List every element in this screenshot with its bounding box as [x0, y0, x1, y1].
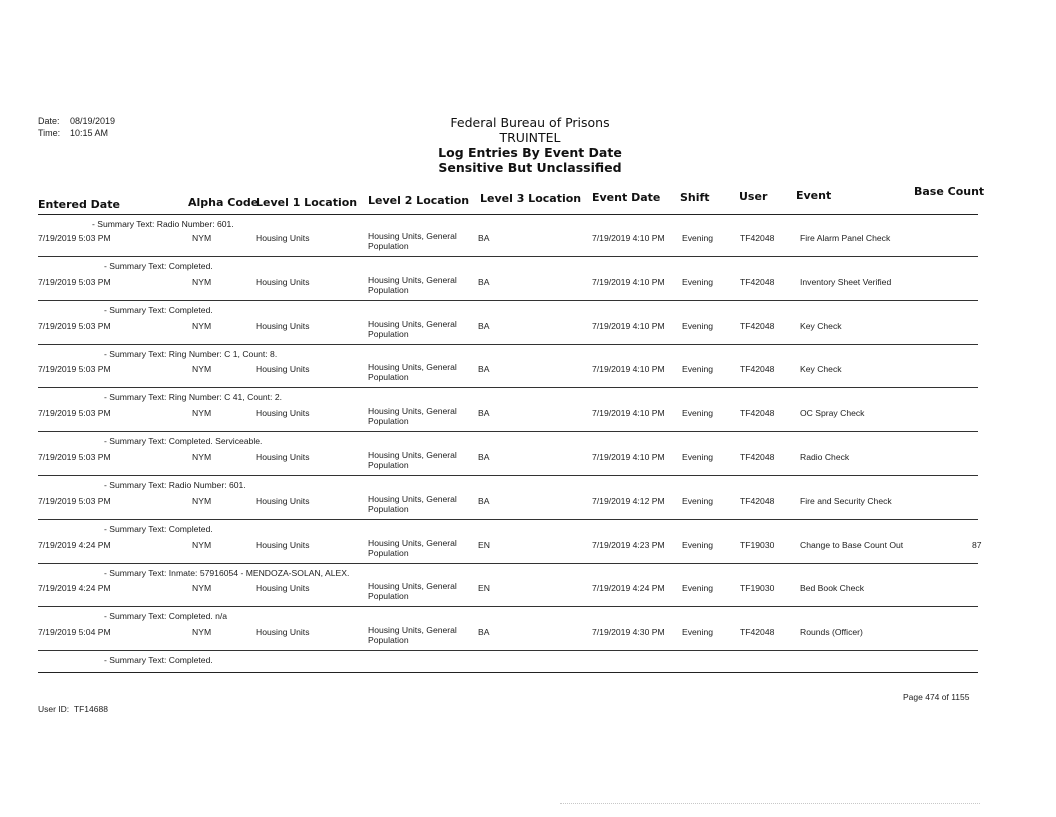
alpha-code-cell: NYM	[192, 583, 212, 594]
column-header-row	[0, 185, 1056, 212]
entered-date-cell: 7/19/2019 5:03 PM	[38, 495, 111, 506]
shift-cell: Evening	[682, 627, 714, 638]
event-cell: Change to Base Count Out	[800, 539, 904, 550]
col-shift: Shift	[680, 191, 710, 204]
system-name: TRUINTEL	[499, 130, 561, 145]
entered-date-cell: 7/19/2019 5:03 PM	[38, 320, 111, 331]
level2-cell: Housing Units, General Population	[368, 450, 457, 470]
level2-cell: Housing Units, General Population	[368, 581, 457, 602]
alpha-code-cell: NYM	[192, 364, 212, 375]
entered-date-cell: 7/19/2019 4:24 PM	[38, 583, 111, 594]
level1-cell: Housing Units	[256, 627, 310, 638]
shift-cell: Evening	[682, 320, 714, 331]
alpha-code-cell: NYM	[192, 539, 212, 550]
event-cell: Fire and Security Check	[800, 495, 892, 506]
report-date: Date: 08/19/2019	[38, 116, 116, 126]
user-cell: TF42048	[740, 408, 775, 419]
report-time-value: 10:15 AM	[70, 128, 109, 138]
event-cell: OC Spray Check	[800, 408, 865, 419]
level3-cell: BA	[478, 276, 490, 287]
user-cell: TF19030	[740, 539, 775, 550]
col-event: Event	[796, 189, 832, 202]
event-date-cell: 7/19/2019 4:23 PM	[592, 539, 665, 550]
level1-cell: Housing Units	[256, 495, 310, 506]
shift-cell: Evening	[682, 495, 714, 506]
entered-date-cell: 7/19/2019 5:03 PM	[38, 233, 111, 243]
col-level2: Level 2 Location	[368, 194, 470, 207]
user-cell: TF19030	[740, 583, 775, 594]
event-cell: Radio Check	[800, 452, 850, 462]
level3-cell: BA	[478, 233, 490, 243]
first-summary-text: - Summary Text: Radio Number: 601.	[92, 219, 234, 229]
row-divider	[38, 650, 978, 651]
level1-cell: Housing Units	[256, 583, 310, 594]
col-event-date: Event Date	[592, 191, 661, 204]
alpha-code-cell: NYM	[192, 627, 212, 638]
level2-cell: Housing Units, General Population	[368, 274, 457, 295]
level2-cell: Housing Units, General Population	[368, 231, 457, 251]
level3-cell: BA	[478, 495, 490, 506]
agency-name: Federal Bureau of Prisons	[450, 115, 610, 130]
user-cell: TF42048	[740, 276, 775, 287]
level2-cell: Housing Units, General Population	[368, 625, 457, 646]
event-date-cell: 7/19/2019 4:24 PM	[592, 583, 665, 594]
col-alpha-code: Alpha Code	[188, 196, 259, 209]
level3-cell: BA	[478, 320, 490, 331]
row-divider	[38, 475, 978, 476]
event-cell: Inventory Sheet Verified	[800, 276, 892, 287]
event-date-cell: 7/19/2019 4:10 PM	[592, 364, 665, 375]
row-divider	[38, 606, 978, 607]
event-date-cell: 7/19/2019 4:12 PM	[592, 495, 665, 506]
scan-artifact	[560, 803, 980, 806]
event-date-cell: 7/19/2019 4:10 PM	[592, 276, 665, 287]
report-title-block	[330, 115, 730, 175]
event-cell: Bed Book Check	[800, 583, 865, 594]
col-base-count: Base Count	[914, 185, 985, 198]
report-name: Log Entries By Event Date	[438, 145, 622, 160]
user-cell: TF42048	[740, 233, 775, 243]
table-row	[0, 273, 1056, 317]
shift-cell: Evening	[682, 539, 714, 550]
level3-cell: BA	[478, 408, 490, 419]
level1-cell: Housing Units	[256, 408, 310, 419]
entered-date-cell: 7/19/2019 4:24 PM	[38, 539, 111, 550]
level3-cell: BA	[478, 627, 490, 638]
row-divider	[38, 563, 978, 564]
classification: Sensitive But Unclassified	[438, 160, 622, 175]
table-row	[0, 536, 1056, 580]
level3-cell: BA	[478, 364, 490, 375]
event-date-cell: 7/19/2019 4:10 PM	[592, 320, 665, 331]
base-count-cell: 87	[972, 539, 982, 550]
row-divider	[38, 519, 978, 520]
table-row	[0, 623, 1056, 667]
event-date-cell: 7/19/2019 4:30 PM	[592, 627, 665, 638]
summary-text: - Summary Text: Completed.	[104, 655, 213, 666]
shift-cell: Evening	[682, 583, 714, 594]
event-cell: Fire Alarm Panel Check	[800, 233, 891, 243]
entered-date-cell: 7/19/2019 5:03 PM	[38, 452, 111, 462]
level2-cell: Housing Units, General Population	[368, 493, 457, 514]
summary-text: - Summary Text: Completed.	[104, 304, 213, 315]
alpha-code-cell: NYM	[192, 495, 212, 506]
event-cell: Key Check	[800, 364, 842, 375]
footer-user-id: User ID: TF14688	[38, 704, 108, 714]
table-row	[0, 579, 1056, 623]
row-divider	[38, 387, 978, 388]
user-cell: TF42048	[740, 364, 775, 375]
table-bottom-rule	[38, 672, 978, 673]
shift-cell: Evening	[682, 364, 714, 375]
summary-text: - Summary Text: Completed.	[104, 261, 213, 271]
level1-cell: Housing Units	[256, 364, 310, 375]
user-cell: TF42048	[740, 627, 775, 638]
row-divider	[38, 431, 978, 432]
header-rule	[38, 214, 978, 215]
table-row	[0, 317, 1056, 361]
row-divider	[38, 256, 978, 257]
user-cell: TF42048	[740, 320, 775, 331]
event-cell: Key Check	[800, 320, 842, 331]
level3-cell: EN	[478, 539, 490, 550]
footer-user-id-value: TF14688	[73, 704, 108, 714]
summary-text: - Summary Text: Completed. n/a	[104, 611, 228, 622]
col-user: User	[739, 190, 768, 203]
level1-cell: Housing Units	[256, 452, 310, 462]
user-cell: TF42048	[740, 495, 775, 506]
entered-date-cell: 7/19/2019 5:04 PM	[38, 627, 111, 638]
row-divider	[38, 300, 978, 301]
alpha-code-cell: NYM	[192, 276, 212, 287]
level1-cell: Housing Units	[256, 276, 310, 287]
level1-cell: Housing Units	[256, 539, 310, 550]
level3-cell: BA	[478, 452, 490, 462]
shift-cell: Evening	[682, 276, 714, 287]
table-row	[0, 360, 1056, 404]
alpha-code-cell: NYM	[192, 233, 212, 243]
summary-text: - Summary Text: Inmate: 57916054 - MENDOZA-SOLAN, ALEX.	[104, 567, 350, 578]
summary-text: - Summary Text: Completed. Serviceable.	[104, 436, 263, 447]
alpha-code-cell: NYM	[192, 320, 212, 331]
col-entered-date: Entered Date	[38, 198, 120, 211]
table-row	[0, 404, 1056, 448]
event-cell: Rounds (Officer)	[800, 627, 863, 638]
shift-cell: Evening	[682, 452, 714, 462]
event-date-cell: 7/19/2019 4:10 PM	[592, 233, 665, 243]
level1-cell: Housing Units	[256, 320, 310, 331]
col-level3: Level 3 Location	[480, 192, 582, 205]
level3-cell: EN	[478, 583, 490, 594]
table-row	[0, 448, 1056, 492]
report-date-value: 08/19/2019	[70, 116, 116, 126]
page-number: Page 474 of 1155	[903, 692, 970, 702]
level1-cell: Housing Units	[256, 233, 310, 243]
entered-date-cell: 7/19/2019 5:03 PM	[38, 364, 111, 375]
col-level1: Level 1 Location	[256, 196, 358, 209]
entered-date-cell: 7/19/2019 5:03 PM	[38, 276, 111, 287]
user-cell: TF42048	[740, 452, 775, 462]
summary-text: - Summary Text: Completed.	[104, 523, 213, 534]
entered-date-cell: 7/19/2019 5:03 PM	[38, 408, 111, 419]
shift-cell: Evening	[682, 233, 714, 243]
row-divider	[38, 344, 978, 345]
level2-cell: Housing Units, General Population	[368, 537, 457, 558]
event-date-cell: 7/19/2019 4:10 PM	[592, 452, 665, 462]
level2-cell: Housing Units, General Population	[368, 318, 457, 339]
report-time: Time: 10:15 AM	[38, 128, 109, 138]
event-date-cell: 7/19/2019 4:10 PM	[592, 408, 665, 419]
table-row	[0, 229, 1056, 273]
summary-text: - Summary Text: Radio Number: 601.	[104, 480, 246, 490]
alpha-code-cell: NYM	[192, 452, 212, 462]
summary-text: - Summary Text: Ring Number: C 41, Count: 2.	[104, 392, 282, 403]
summary-text: - Summary Text: Ring Number: C 1, Count: 8.	[104, 348, 278, 359]
alpha-code-cell: NYM	[192, 408, 212, 419]
level2-cell: Housing Units, General Population	[368, 406, 457, 427]
level2-cell: Housing Units, General Population	[368, 362, 457, 383]
table-row	[0, 492, 1056, 536]
shift-cell: Evening	[682, 408, 714, 419]
